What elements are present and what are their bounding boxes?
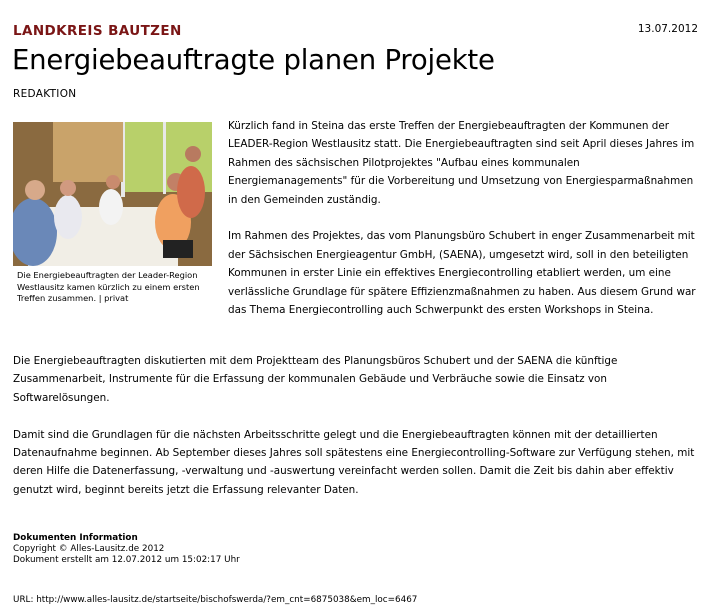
photo-head bbox=[25, 180, 45, 200]
body-paragraph: Damit sind die Grundlagen für die nächsten Arbeitsschritte gelegt und die Energiebeauftragten können mit der detaillierten Datenaufnahme beginnen. Ab September dieses Jahres soll spätestens eine Energiecontrolling-Software zur Verfügung stehen, mit deren Hilfe die Datenerfassung, -verwaltung und -auswertung vereinfacht werden sollen. Damit die Zeit bis dahin aber effektiv genutzt wird, beginnt bereits jetzt die Erfassung relevanter Daten. bbox=[13, 428, 695, 496]
photo-person bbox=[99, 189, 123, 225]
document-created: Dokument erstellt am 12.07.2012 um 15:02:17 Uhr bbox=[13, 554, 240, 565]
photo-window-frame bbox=[163, 122, 166, 194]
document-copyright: Copyright © Alles-Lausitz.de 2012 bbox=[13, 543, 165, 554]
photo-head bbox=[60, 180, 76, 196]
publish-date: 13.07.2012 bbox=[637, 23, 698, 35]
lead-paragraph: Im Rahmen des Projektes, das vom Planungsbüro Schubert in enger Zusammenarbeit mit der Sächsischen Energieagentur GmbH, (SAENA), umgesetzt wird, soll in den beteiligten Kommunen in erster Linie ein effektives Energiecontrolling etabliert werden, um eine verlässliche Grundlage für spätere Effizienzmaßnahmen zu haben. Aus diesem Grund war das Thema Energiecontrolling auch Schwerpunkt des ersten Workshops in Steina. bbox=[228, 230, 696, 317]
lead-paragraph: Kürzlich fand in Steina das erste Treffen der Energiebeauftragten der Kommunen der LEADER-Region Westlausitz statt. Die Energiebeauftragten sind seit April dieses Jahres im Rahmen des sächsischen Pilotprojektes "Aufbau eines kommunalen Energiemanagements" für die Vorbereitung und Umsetzung von Energiesparmaßnahmen in den Gemeinden zuständig. bbox=[228, 120, 695, 206]
body-paragraph: Die Energiebeauftragten diskutierten mit dem Projektteam des Planungsbüros Schubert und der SAENA die künftige Zusammenarbeit, Instrumente für die Erfassung der kommunalen Gebäude und Verbräuche sowie die Einsatz von Softwarelösungen. bbox=[13, 355, 618, 404]
source-url: URL: http://www.alles-lausitz.de/startseite/bischofswerda/?em_cnt=6875038&em_loc=6467 bbox=[13, 595, 418, 605]
article-body bbox=[13, 352, 699, 518]
photo-head bbox=[106, 175, 120, 189]
article-lead bbox=[228, 117, 700, 338]
photo-wall bbox=[53, 122, 123, 182]
section-kicker: LANDKREIS BAUTZEN bbox=[13, 23, 182, 39]
document-info-title: Dokumenten Information bbox=[13, 533, 138, 543]
article-author: REDAKTION bbox=[13, 88, 77, 100]
photo-person bbox=[54, 195, 82, 239]
photo-head bbox=[185, 146, 201, 162]
photo-caption: Die Energiebeauftragten der Leader-Region Westlausitz kamen kürzlich zu einem ersten Treffen zusammen. | privat bbox=[17, 270, 200, 303]
article-photo bbox=[13, 122, 212, 266]
document-info bbox=[13, 533, 240, 565]
photo-person bbox=[177, 166, 205, 218]
article-headline: Energiebeauftragte planen Projekte bbox=[12, 44, 495, 76]
photo-laptop bbox=[163, 240, 193, 258]
